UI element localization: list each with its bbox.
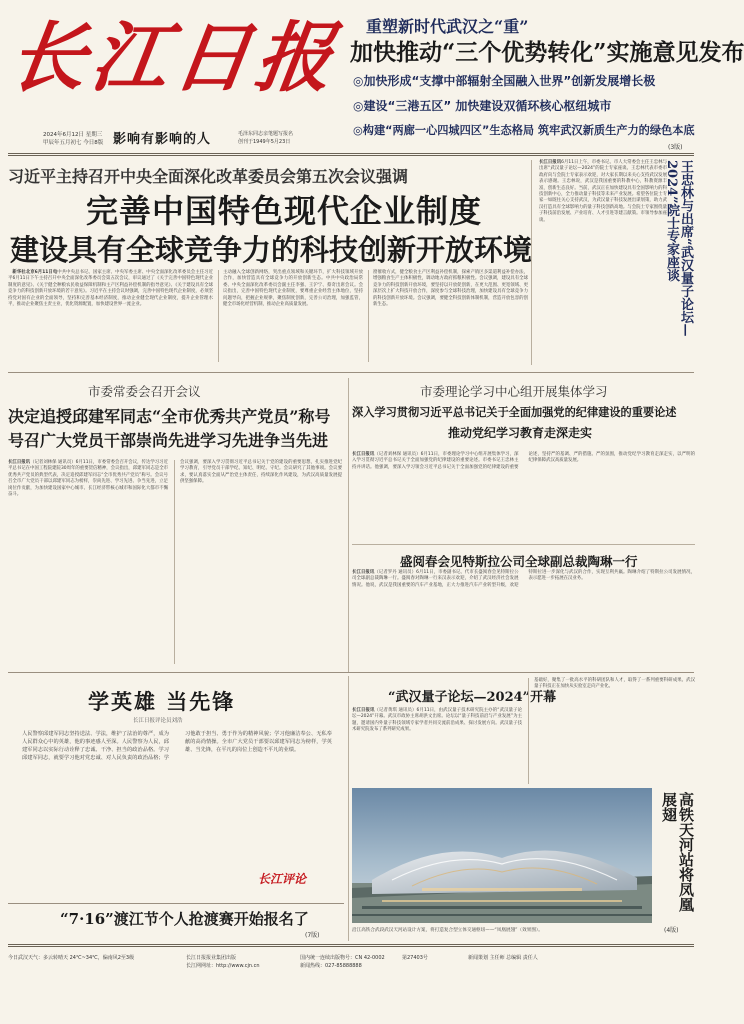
lead-body: 主动融入全球创新网络，突出重点领域和关键环节，扩大科技领域开放合作，加快营造具有全球竞争力的开放创新生态。中共中央政治局常委、中央全面深化改革委员会副主任李强、王沪宁、蔡奇出席会议。会议指出，完善中国特色现代企业制度，要尊重企业经营主体地位，坚持问题导向，把握企业规律，聚焦制度创新，完善公司治理，加强监管，健全市场化经营机制，推动企业高质量发展。: [223, 270, 363, 308]
forum-body: 基础好，聚集了一批高水平的科研团队和人才，取得了一系列重要科研成果。武汉量子科技正在加快从实验室走向产业化。: [534, 678, 695, 690]
footer-issue: 第27403号: [402, 955, 428, 961]
footer-publisher: 长江日报报业集团出版: [186, 955, 237, 961]
forum-headline: “武汉量子论坛—2024”开幕: [388, 690, 557, 705]
forum-story[interactable]: [352, 676, 695, 786]
footer-site: 长江网网址：http://www.cjn.cn: [186, 963, 260, 969]
lead-headline-2: 建设具有全球竞争力的科技创新开放环境: [10, 233, 533, 267]
commentary-story[interactable]: [8, 676, 344, 901]
footer-rule: [8, 944, 694, 947]
lead-headline-1: 完善中国特色现代企业制度: [86, 192, 483, 230]
section-headline-1: 深入学习贯彻习近平总书记关于全面加强党的纪律建设的重要论述: [352, 405, 677, 419]
masthead-rule: [8, 153, 694, 156]
commentary-stamp: 长江评论: [258, 872, 307, 886]
section-body: 长江日报讯（记者刘林保 通讯员）6月11日，市委理论学习中心组开展集体学习，深入学习贯彻习近平总书记关于全面加强党的纪律建设的重要论述。市委书记王忠林主持并讲话。他强调，要深入学习领会习近平总书记关于全面加强党的纪律建设的重要论述，坚持严的基调、严的措施、严的氛围，推动党纪学习教育走深走实，以严明的纪律保障武汉高质量发展。: [352, 452, 695, 470]
meeting-dateline: 长江日报讯: [352, 570, 375, 575]
top-feature-kicker: 重塑新时代武汉之“重”: [366, 17, 529, 36]
lead-kicker: 习近平主持召开中央全面深化改革委员会第五次会议强调: [8, 167, 409, 186]
commentary-body: 人民警察邱建军同志坚持送法、学法，维护了法治的尊严，成为人民群众心中的英雄，他的事迹感人至深。人民警察为人民，邱建军同志以实际行动诠释了忠诚、干净、担当的政治品格。学习邱建军同志，就要学习他对党忠诚、对人民负责的政治品格；学习他敢于担当、勇于作为的精神风貌；学习他廉洁奉公、无私奉献的高尚情操。全市广大党员干部要以邱建军同志为榜样，学英雄、当先锋，在平凡的岗位上创造不平凡的业绩。: [22, 731, 332, 761]
section-kicker: 市委常委会召开会议: [88, 384, 201, 399]
meeting-headline: 盛阅春会见特斯拉公司全球副总裁陶琳一行: [400, 554, 638, 569]
top-feature[interactable]: [338, 8, 744, 151]
section-dateline: 长江日报讯: [8, 460, 31, 465]
date-line: 2024年6月12日 星期三: [43, 132, 103, 138]
founded-line: 创刊于1949年5月23日: [238, 139, 291, 145]
lead-body: 新华社北京6月11日电中共中央总书记、国家主席、中央军委主席、中央全面深化改革委员会主任习近平6月11日下午主持召开中央全面深化改革委员会第五次会议，审议通过了《关于完善中国特色现代企业制度的意见》、《关于健全种粮农民收益保障机制和主产区利益补偿机制的指导意见》、《关于建设具有全球竞争力的科技创新开放环境的若干意见》。习近平在主持会议时强调，完善中国特色现代企业制度，必须坚持党对国有企业的全面领导，坚持和完善基本经济制度，推动企业健全现代企业制度，提升企业管理水平，推动企业聚焦主责主业，优化资源配置，加快建设世界一流企业。: [8, 270, 213, 308]
footer-editors: 新闻策划 主任师 总编辑 责任人: [468, 955, 538, 961]
footer-weather: 今日武汉天气：多云转晴天 24℃~34℃，偏南风2至3级: [8, 955, 135, 961]
top-feature-bullet: ◎构建“两廊一心四城四区”生态格局 筑牢武汉新质生产力的绿色本底: [353, 124, 695, 137]
section-rule: [8, 672, 694, 673]
top-feature-bullet: ◎加快形成“支撑中部辐射全国融入世界”创新发展增长极: [353, 74, 656, 88]
meeting-body: 长江日报讯（记者罗丹 通讯员）6月11日，市委副书记、代市长盛阅春会见特斯拉公司全球副总裁陶琳一行。盛阅春对陶琳一行来汉表示欢迎，介绍了武汉经济社会发展情况。他说，武汉是我国重要的汽车产业基地，正大力推进汽车产业转型升级，欢迎特斯拉进一步深化与武汉的合作，实现互利共赢。陶琳介绍了特斯拉公司发展情况，表示愿进一步拓展在汉业务。: [352, 570, 695, 588]
section-rule: [8, 903, 344, 904]
side-body: 长江日报讯6月11日上午，市委书记、市人大常委会主任王忠林与出席“武汉量子论坛—2024”的院士专家座谈。王忠林代表市委市政府向与会院士专家表示欢迎，对大家长期以来关心支持武汉发展表示感谢。王忠林说，武汉是我国重要的科教中心，科教资源丰富，创新生态良好。当前，武汉正在加快建设具有全国影响力的科技创新中心，全力推动量子科技等未来产业发展。希望各位院士专家一如既往关心支持武汉，为武汉量子科技发展出谋划策，助力武汉打造具有全球影响力的量子科技创新高地。与会院士专家围绕量子科技前沿发展、产业培育、人才引进等建言献策。市领导参加座谈。: [539, 160, 667, 223]
section-body: 长江日报讯（记者刘林保 通讯员）6月11日，市委常委会召开会议，传达学习习近平总书记在中国工程院建院30周年的重要贺信精神，会议指出，邱建军同志是全市优秀共产党员的典型代表，决定追授邱建军同志“全市优秀共产党员”称号。会议号召全市广大党员干部以邱建军同志为榜样，崇尚先进、学习先进、争当先进，立足岗位作贡献，为加快建设国家中心城市、长江经济带核心城市和国际化大都市不懈奋斗。: [8, 460, 168, 498]
section-headline-2: 推动党纪学习教育走深走实: [448, 426, 593, 440]
section-headline-1: 决定追授邱建军同志“全市优秀共产党员”称号: [8, 407, 331, 426]
page-ref: (3版): [668, 144, 683, 151]
section-kicker: 市委理论学习中心组开展集体学习: [420, 384, 608, 399]
bottom-page-ref: (7版): [305, 932, 320, 939]
top-feature-bullet: ◎建设“三港五区” 加快建设双循环核心枢纽城市: [353, 99, 612, 113]
lead-dateline: 新华社北京6月11日电: [12, 270, 58, 275]
masthead-logo: 长江日报: [3, 13, 345, 102]
section-body: 会议强调，要深入学习贯彻习近平总书记关于党的建设的重要思想，扎实推进党纪学习教育，引导党员干部学纪、知纪、明纪、守纪。会议研究了其他事项。会议要求，要认真落实全面从严治党主体责任，持续深化作风建设，为武汉高质量发展提供坚强保障。: [180, 460, 342, 485]
meeting-story[interactable]: [352, 548, 695, 668]
lead-body: 窗催收方式，健全粮食主产区利益补偿机制，探索产销区多渠道利益补偿办法，增强粮食生产主体积极性，调动地方政府抓粮积极性。会议强调，建设具有全球竞争力的科技创新开放环境，要坚持以开放促创新，在更大范围、更宽领域、更深层次上扩大科技开放合作，深度参与全球科技治理，加快建设具有全球竞争力的科技创新开放环境。会议强调，要健全科技创新体制机制，营造开放包容的创新生态。: [373, 270, 528, 308]
rail-station-illustration: [352, 788, 652, 923]
study-session-story[interactable]: [352, 376, 695, 541]
lunar-date-line: 甲辰年五月初七 今日8版: [43, 140, 104, 146]
rail-caption: 沿江高铁合武段武汉天河站设计方案，将打造复合型立体交通枢纽——“凤凰展翅”（效果图）。: [352, 928, 543, 933]
footer: [8, 950, 694, 1020]
footer-cn: 国内统一连续出版物号：CN 42-0002: [300, 955, 385, 961]
rail-headline: 高铁天河站将凤凰展翅: [660, 792, 695, 912]
section-dateline: 长江日报讯: [352, 452, 375, 457]
section-rule: [8, 372, 694, 373]
standing-committee-story[interactable]: [8, 376, 344, 668]
footer-hotline: 新闻热线：027-85888888: [300, 963, 362, 969]
publisher-line: 毛泽东同志亲笔题写报名: [238, 131, 294, 137]
forum-body: 长江日报讯（记者黄琪 通讯员）6月11日，由武汉量子技术研究院主办的“武汉量子论坛—2024”开幕。武汉市政协主席胡洪文出席。论坛以“量子科技前沿与产业发展”为主题，邀请国内外量子科技领域专家学者共同交流前沿成果、探讨发展方向。武汉量子技术研究院发布了系列研究成果。: [352, 708, 522, 733]
commentary-headline: 学英雄 当先锋: [88, 689, 236, 714]
rail-station-photo: [352, 788, 652, 923]
commentary-byline: 长江日报评论员刘浩: [133, 718, 183, 724]
side-headline: 王忠林与出席“武汉量子论坛—2024”院士专家座谈: [664, 160, 693, 337]
bottom-teaser[interactable]: “7·16”渡江节个人抢渡赛开始报名了: [60, 910, 309, 928]
lead-story[interactable]: [8, 158, 533, 368]
rail-page-ref: (4版): [664, 927, 679, 934]
side-dateline: 长江日报讯: [539, 160, 562, 165]
masthead-slogan: 影响有影响的人: [113, 132, 212, 147]
side-column[interactable]: [535, 158, 695, 368]
section-headline-2: 号召广大党员干部崇尚先进学习先进争当先进: [8, 431, 329, 450]
forum-dateline: 长江日报讯: [352, 708, 375, 713]
top-feature-headline: 加快推动“三个优势转化”实施意见发布: [350, 39, 744, 66]
